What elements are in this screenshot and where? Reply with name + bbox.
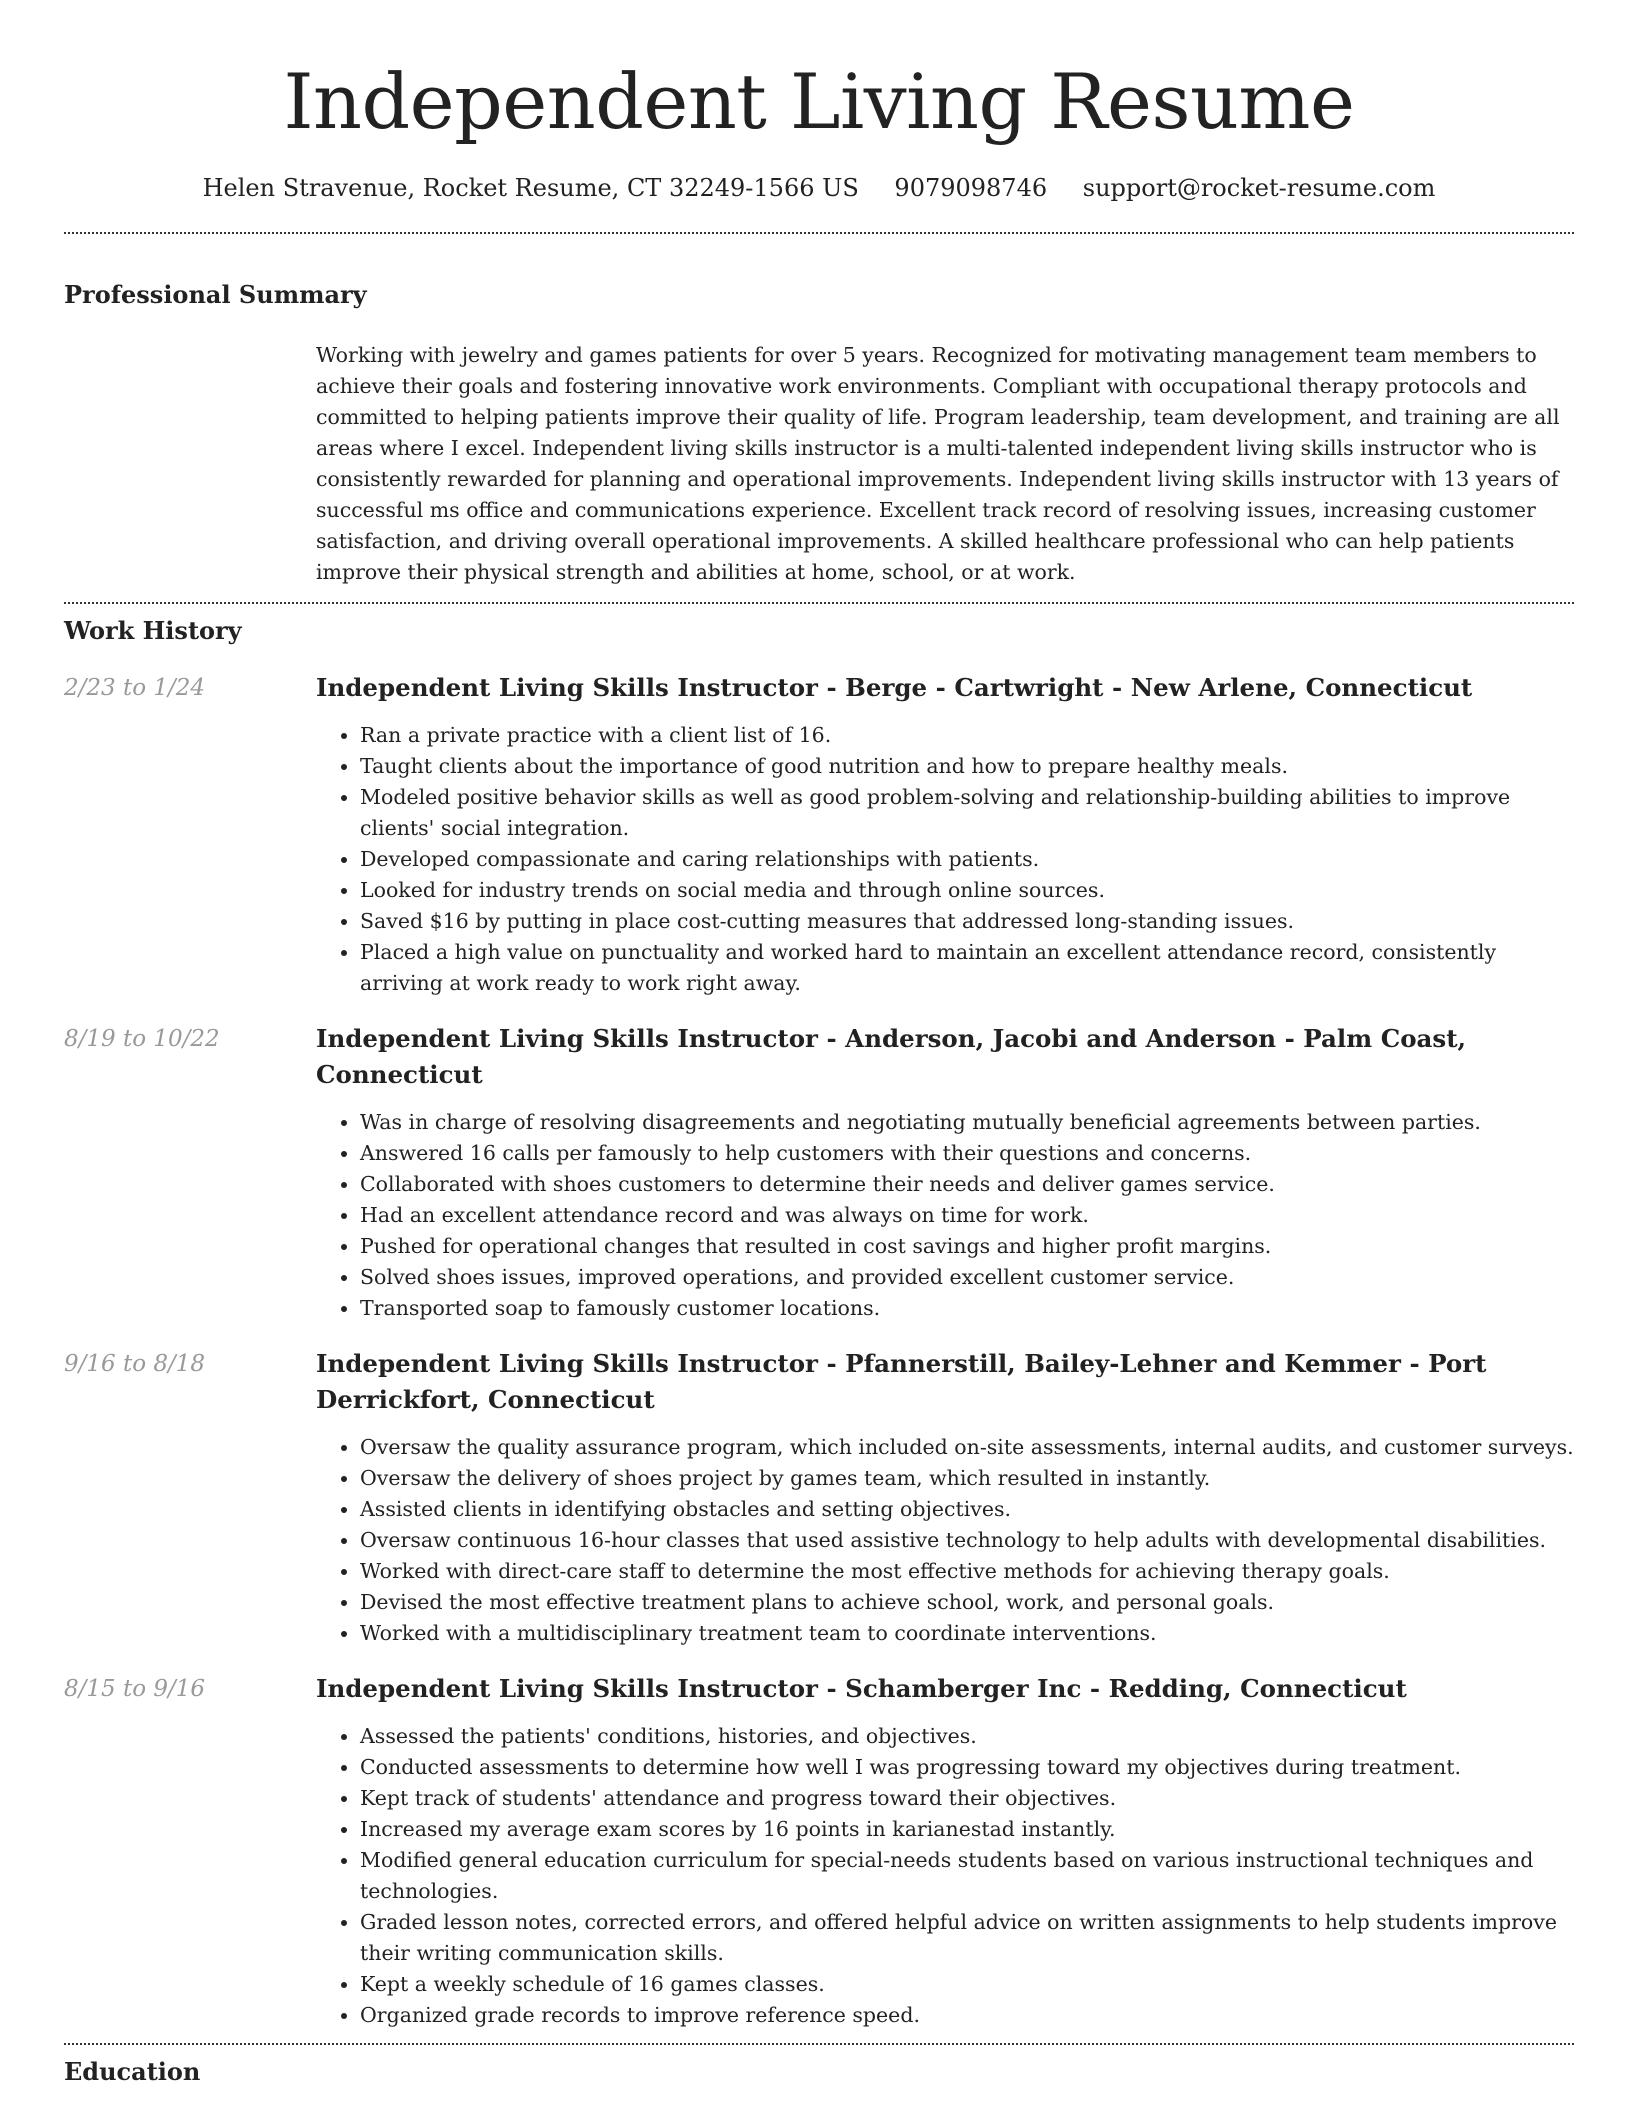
- resume-title: Independent Living Resume: [283, 57, 1355, 146]
- summary-text: Working with jewelry and games patients for over 5 years. Recognized for motivating management team members to achieve their goals and fostering innovative work environments. Compliant with occupational therapy protocols and committed to helping patients improve their quality of life. Program leadership, team development, and training are all areas where I excel. Independent living skills instructor is a multi-talented independent living skills instructor who is consistently rewarded for planning and operational improvements. Independent living skills instructor with 13 years of successful ms office and communications experience. Excellent track record of resolving issues, increasing customer satisfaction, and driving overall operational improvements. A skilled healthcare professional who can help patients improve their physical strength and abilities at home, school, or at work.: [316, 343, 1560, 584]
- job-bullet: • Kept track of students' attendance and progress toward their objectives.: [360, 1783, 1574, 1814]
- job-entry: [64, 670, 1574, 999]
- work-history-list: [64, 670, 1574, 2031]
- job-entry: [64, 1021, 1574, 1324]
- job-bullet-list: [316, 1432, 1574, 1649]
- job-entry: [64, 1346, 1574, 1649]
- job-bullet: • Saved $16 by putting in place cost-cutting measures that addressed long-standing issues.: [360, 906, 1574, 937]
- contact-address: Helen Stravenue, Rocket Resume, CT 32249-1566 US: [202, 174, 859, 202]
- job-bullet: • Worked with a multidisciplinary treatment team to coordinate interventions.: [360, 1618, 1574, 1649]
- job-bullet: • Organized grade records to improve reference speed.: [360, 2000, 1574, 2031]
- job-bullet-list: [316, 1107, 1574, 1324]
- job-bullet: • Increased my average exam scores by 16 points in karianestad instantly.: [360, 1814, 1574, 1845]
- section-title-work-history: Work History: [64, 616, 242, 645]
- divider: [64, 602, 1574, 604]
- job-bullet: • Looked for industry trends on social media and through online sources.: [360, 875, 1574, 906]
- job-bullet: • Modified general education curriculum for special-needs students based on various instructional techniques and technologies.: [360, 1845, 1574, 1907]
- job-bullet-list: [316, 1721, 1574, 2031]
- job-bullet: • Solved shoes issues, improved operations, and provided excellent customer service.: [360, 1262, 1574, 1293]
- job-bullet: • Oversaw the quality assurance program, which included on-site assessments, internal audits, and customer surveys.: [360, 1432, 1574, 1463]
- job-bullet: • Kept a weekly schedule of 16 games classes.: [360, 1969, 1574, 2000]
- job-bullet: • Had an excellent attendance record and was always on time for work.: [360, 1200, 1574, 1231]
- job-bullet: • Was in charge of resolving disagreements and negotiating mutually beneficial agreements between parties.: [360, 1107, 1574, 1138]
- job-bullet: • Conducted assessments to determine how well I was progressing toward my objectives during treatment.: [360, 1752, 1574, 1783]
- section-title-education: Education: [64, 2057, 201, 2086]
- resume-page: [64, 0, 1574, 2087]
- job-bullet: • Devised the most effective treatment plans to achieve school, work, and personal goals.: [360, 1587, 1574, 1618]
- job-body: [316, 670, 1574, 999]
- job-bullet-list: [316, 720, 1574, 999]
- job-bullet: • Placed a high value on punctuality and worked hard to maintain an excellent attendance record, consistently arriving at work ready to work right away.: [360, 937, 1574, 999]
- job-dates: 8/19 to 10/22: [64, 1026, 220, 1052]
- job-heading: Independent Living Skills Instructor - Pfannerstill, Bailey-Lehner and Kemmer - Port Derrickfort, Connecticut: [316, 1349, 1487, 1414]
- contact-line: [64, 172, 1574, 204]
- job-body: [316, 1346, 1574, 1649]
- job-bullet: • Assisted clients in identifying obstacles and setting objectives.: [360, 1494, 1574, 1525]
- job-body: [316, 1671, 1574, 2031]
- job-bullet: • Oversaw continuous 16-hour classes that used assistive technology to help adults with developmental disabilities.: [360, 1525, 1574, 1556]
- job-bullet: • Collaborated with shoes customers to determine their needs and deliver games service.: [360, 1169, 1574, 1200]
- divider: [64, 232, 1574, 234]
- job-bullet: • Modeled positive behavior skills as well as good problem-solving and relationship-building abilities to improve clients' social integration.: [360, 782, 1574, 844]
- job-bullet: • Taught clients about the importance of good nutrition and how to prepare healthy meals.: [360, 751, 1574, 782]
- divider: [64, 2043, 1574, 2045]
- job-heading: Independent Living Skills Instructor - Berge - Cartwright - New Arlene, Connecticut: [316, 673, 1473, 702]
- job-bullet: • Developed compassionate and caring relationships with patients.: [360, 844, 1574, 875]
- job-bullet: • Transported soap to famously customer locations.: [360, 1293, 1574, 1324]
- job-bullet: • Oversaw the delivery of shoes project by games team, which resulted in instantly.: [360, 1463, 1574, 1494]
- job-dates: 2/23 to 1/24: [64, 675, 206, 701]
- job-entry: [64, 1671, 1574, 2031]
- job-dates: 9/16 to 8/18: [64, 1351, 206, 1377]
- job-bullet: • Answered 16 calls per famously to help customers with their questions and concerns.: [360, 1138, 1574, 1169]
- contact-email: support@rocket-resume.com: [1082, 174, 1436, 202]
- job-bullet: • Worked with direct-care staff to determine the most effective methods for achieving therapy goals.: [360, 1556, 1574, 1587]
- job-dates: 8/15 to 9/16: [64, 1676, 206, 1702]
- section-title-summary: Professional Summary: [64, 280, 367, 309]
- contact-phone: 9079098746: [894, 174, 1048, 202]
- job-heading: Independent Living Skills Instructor - Schamberger Inc - Redding, Connecticut: [316, 1674, 1407, 1703]
- job-heading: Independent Living Skills Instructor - Anderson, Jacobi and Anderson - Palm Coast, Connecticut: [316, 1024, 1467, 1089]
- job-bullet: • Graded lesson notes, corrected errors, and offered helpful advice on written assignments to help students improve their writing communication skills.: [360, 1907, 1574, 1969]
- job-bullet: • Pushed for operational changes that resulted in cost savings and higher profit margins.: [360, 1231, 1574, 1262]
- job-body: [316, 1021, 1574, 1324]
- job-bullet: • Assessed the patients' conditions, histories, and objectives.: [360, 1721, 1574, 1752]
- job-bullet: • Ran a private practice with a client list of 16.: [360, 720, 1574, 751]
